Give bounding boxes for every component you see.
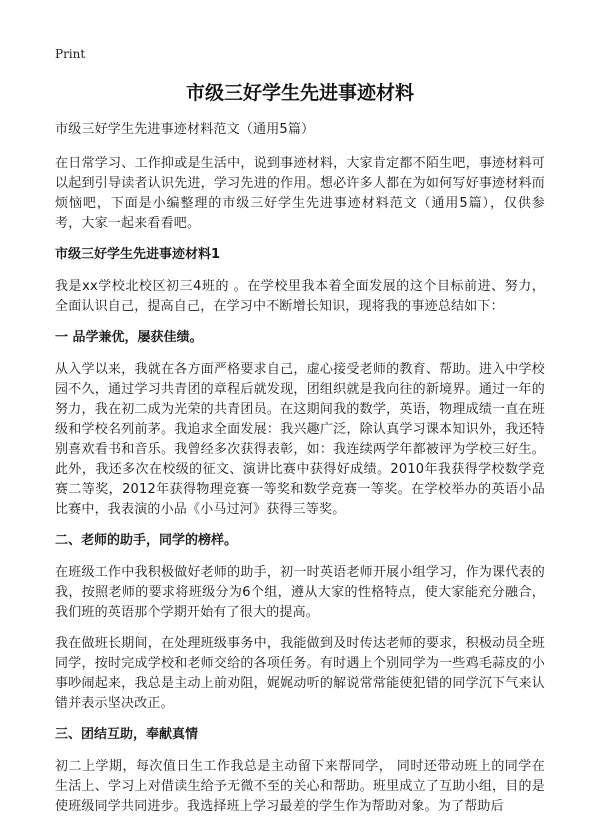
opening-paragraph: 我是xx学校北校区初三4班的 。在学校里我本着全面发展的这个目标前进、努力，全面认识自己，提高自己，在学习中不断增长知识，现将我的事迹总结如下： bbox=[55, 279, 545, 314]
section-heading: 二、老师的助手，同学的榜样。 bbox=[55, 533, 238, 548]
section-paragraph: 从入学以来，我就在各方面严格要求自己，虚心接受老师的教育、帮助。进入中学校园不久，通过学习共青团的章程后就发现，团组织就是我向往的新境界。通过一年的努力，我在初二成为光荣的共青团员。在这期间我的数学，英语，物理成绩一直在班级和学校名列前茅。我追求全面发展：我兴趣广泛，除认真学习课本知识外，我还特别喜欢看书和音乐。我曾经多次获得表彰，如：我连续两学年都被评为学校三好生。此外，我还多次在校级的征文、演讲比赛中获得好成绩。2010年我获得学校数学竞赛二等奖，2012年获得物理竞赛一等奖和数学竞赛一等奖。在学校举办的英语小品比赛中，我表演的小品《小马过河》获得三等奖。 bbox=[55, 362, 545, 517]
section-paragraph: 初二上学期，每次值日生工作我总是主动留下来帮同学， 同时还带动班上的同学在生活上、学习上对借读生给予无微不至的关心和帮助。班里成立了互助小组，目的是使班级同学共同进步。我选择班上学习最差的学生作为帮助对象。为了帮助后 bbox=[55, 759, 545, 814]
article-heading: 市级三好学生先进事迹材料1 bbox=[55, 247, 221, 262]
document-body bbox=[55, 120, 545, 828]
section-heading: 一 品学兼优，屡获佳绩。 bbox=[55, 330, 203, 345]
document-title: 市级三好学生先进事迹材料 bbox=[185, 82, 414, 104]
print-label[interactable]: Print bbox=[55, 47, 86, 61]
section-paragraph: 在班级工作中我积极做好老师的助手，初一时英语老师开展小组学习，作为课代表的我，按照老师的要求将班级分为6个组，遵从大家的性格特点，使大家能充分融合，我们班的英语那个学期开始有了很大的提高。 bbox=[55, 565, 545, 620]
document-subtitle: 市级三好学生先进事迹材料范文（通用5篇） bbox=[55, 122, 315, 137]
intro-paragraph: 在日常学习、工作抑或是生活中，说到事迹材料，大家肯定都不陌生吧，事迹材料可以起到引导读者认识先进，学习先进的作用。想必许多人都在为如何写好事迹材料而烦恼吧，下面是小编整理的市级三好学生先进事迹材料范文（通用5篇），仅供参考，大家一起来看看吧。 bbox=[55, 156, 545, 231]
section-paragraph: 我在做班长期间，在处理班级事务中，我能做到及时传达老师的要求，积极动员全班同学，按时完成学校和老师交给的各项任务。有时遇上个别同学为一些鸡毛蒜皮的小事吵闹起来，我总是主动上前劝阻，娓娓动听的解说常常能使犯错的同学沉下气来认错并表示坚决改正。 bbox=[55, 636, 545, 711]
section-heading: 三、团结互助，奉献真情 bbox=[55, 727, 199, 742]
